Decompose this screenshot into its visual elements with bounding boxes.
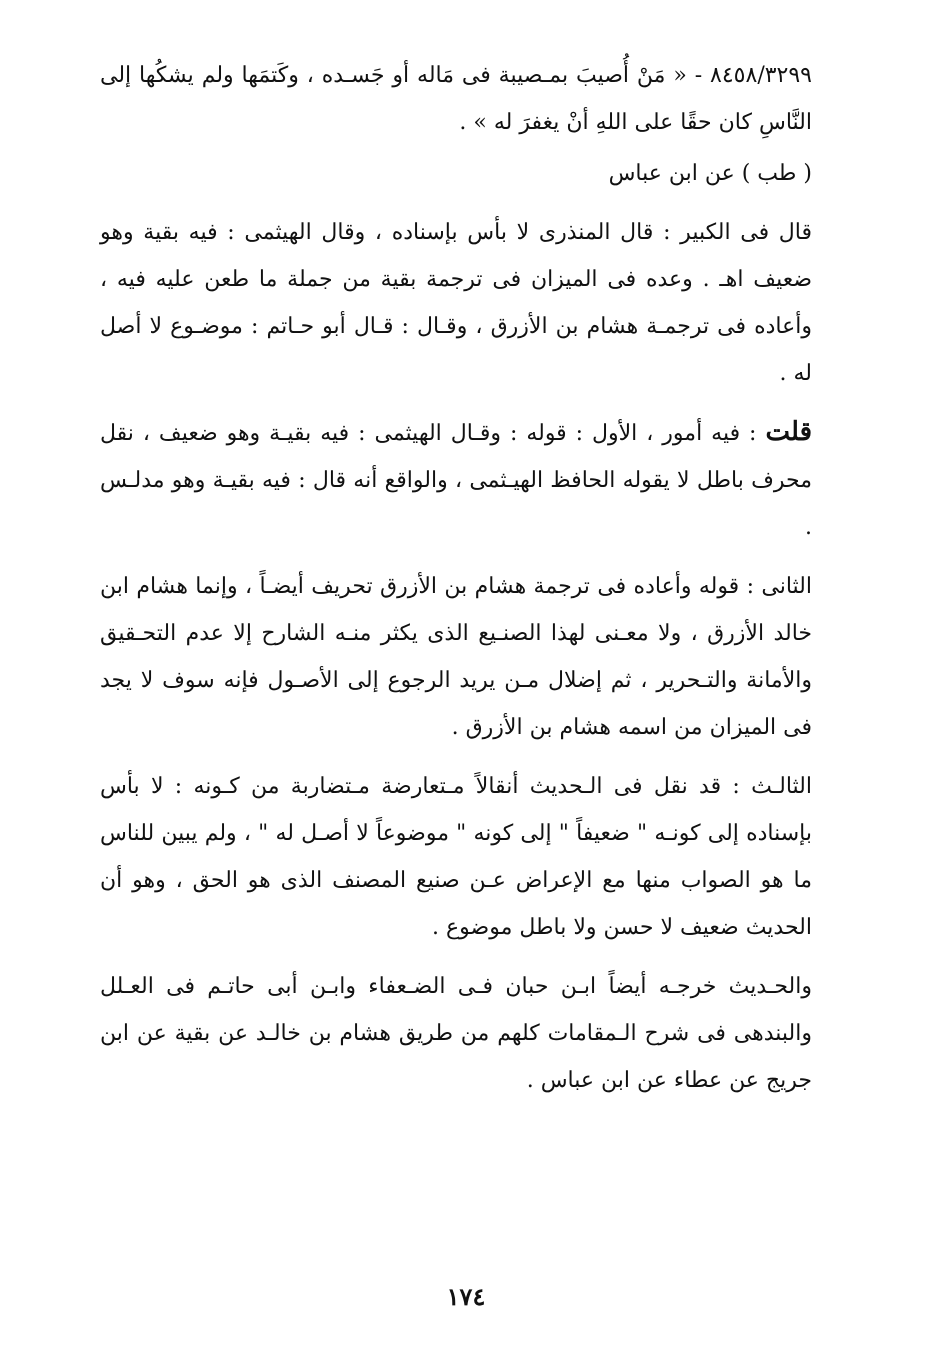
hadith-text: ٨٤٥٨/٣٢٩٩ - « مَنْ أُصيبَ بمـصيبة فى مَاله أو جَسـده ، وكَتمَها ولم يشكُها إلى النَّاسِ كان حقًا على اللهِ أنْ يغفرَ له » .	[100, 63, 812, 135]
hadith-source: ( طب ) عن ابن عباس	[608, 161, 812, 186]
critique-lead: قلت	[765, 417, 813, 447]
commentary-kabir: قال فى الكبير : قال المنذرى لا بأس بإسناده ، وقال الهيثمى : فيه بقية وهو ضعيف اهـ . وعده فى الميزان فى ترجمة بقية من جملة ما طعن عليه فيه ، وأعاده فى ترجمـة هشام بن الأزرق ، وقـال : قـال أبو حـاتم : موضـوع لا أصل له .	[100, 220, 812, 386]
critique-first-text: : فيه أمور ، الأول : قوله : وقـال الهيثمى : فيه بقيـة وهو ضعيف ، نقل محرف باطل لا يقوله الحافظ الهيـثمى ، والواقع أنه قال : فيه بقيـة وهو مدلـس .	[100, 421, 812, 540]
critique-first	[100, 409, 812, 551]
takhrij-paragraph: والحـديث خرجـه أيضاً ابـن حبان فـى الضـعفاء وابـن أبى حاتـم فى العـلل والبندهى فى شرح الـمقامات كلهم من طريق هشام بن خالـد عن بقية عن ابن جريج عن عطاء عن ابن عباس .	[100, 974, 813, 1093]
text-column	[100, 52, 812, 1116]
page-number: ١٧٤	[446, 1282, 486, 1311]
critique-second: الثانى : قوله وأعاده فى ترجمة هشام بن الأزرق تحريف أيضـاً ، وإنما هشام ابن خالد الأزرق ، ولا معـنى لهذا الصنـيع الذى يكثر منـه الشارح إلا عدم التحـقيق والأمانة والتـحرير ، ثم إضلال مـن يريد الرجوع إلى الأصـول فإنه سوف لا يجد فى الميزان من اسمه هشام بن الأزرق .	[100, 574, 813, 740]
critique-third: الثالـث : قد نقل فى الـحديث أنقالاً مـتعارضة مـتضاربة من كـونه : لا بأس بإسناده إلى كونـه " ضعيفاً " إلى كونه " موضوعاً لا أصـل له " ، ولم يبين للناس ما هو الصواب منها مع الإعراض عـن صنيع المصنف الذى هو الحق ، وهو أن الحديث ضعيف لا حسن ولا باطل موضوع .	[100, 774, 812, 940]
